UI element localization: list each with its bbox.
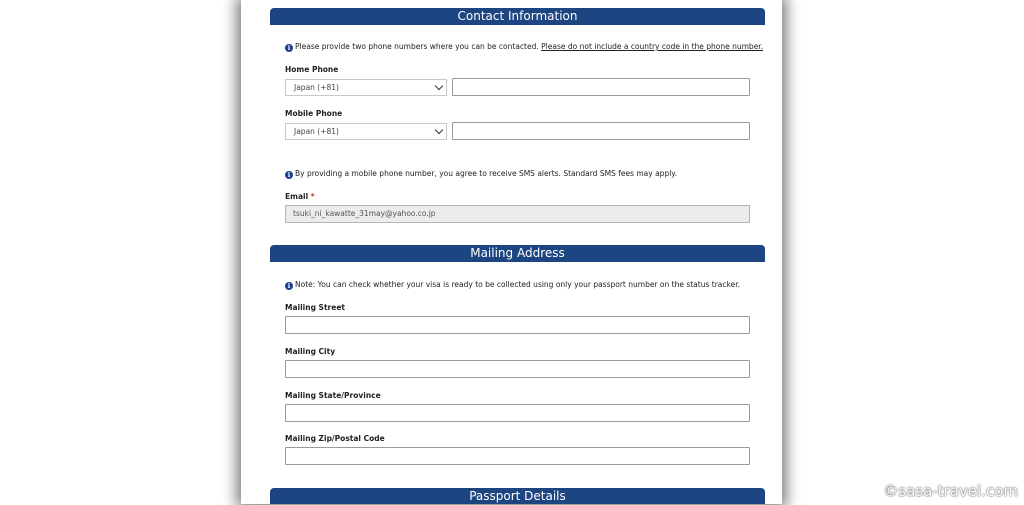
mailing-note bbox=[285, 280, 740, 290]
phone-note-emphasis: Please do not include a country code in the phone number. bbox=[541, 42, 764, 51]
mobile-phone-country-select[interactable] bbox=[285, 123, 447, 140]
home-phone-label: Home Phone bbox=[285, 65, 339, 74]
mailing-city-input[interactable] bbox=[285, 360, 750, 378]
home-phone-country-value: Japan (+81) bbox=[294, 83, 339, 92]
email-field[interactable]: tsuki_ni_kawatte_31may@yahoo.co.jp bbox=[285, 205, 750, 223]
mailing-street-label: Mailing Street bbox=[285, 303, 345, 312]
email-label bbox=[285, 192, 315, 202]
mailing-street-input[interactable] bbox=[285, 316, 750, 334]
sms-note bbox=[285, 169, 677, 179]
mailing-note-text: Note: You can check whether your visa is ready to be collected using only your passport number on the status tracker. bbox=[295, 280, 740, 289]
mailing-state-label: Mailing State/Province bbox=[285, 391, 381, 400]
chevron-down-icon bbox=[435, 126, 443, 134]
mailing-state-input[interactable] bbox=[285, 404, 750, 422]
sms-note-text: By providing a mobile phone number, you agree to receive SMS alerts. Standard SMS fees may apply. bbox=[295, 169, 678, 178]
info-icon: i bbox=[285, 44, 293, 52]
mailing-zip-input[interactable] bbox=[285, 447, 750, 465]
passport-details-header: Passport Details bbox=[270, 488, 765, 504]
mailing-city-label: Mailing City bbox=[285, 347, 336, 356]
phone-note-text: Please provide two phone numbers where you can be contacted. bbox=[295, 42, 539, 51]
contact-information-header: Contact Information bbox=[270, 8, 765, 25]
chevron-down-icon bbox=[435, 82, 443, 90]
info-icon: i bbox=[285, 282, 293, 290]
mailing-address-header: Mailing Address bbox=[270, 245, 765, 262]
mobile-phone-input[interactable] bbox=[452, 122, 750, 140]
email-label-text: Email bbox=[285, 192, 309, 201]
mailing-zip-label: Mailing Zip/Postal Code bbox=[285, 434, 385, 443]
mobile-phone-country-value: Japan (+81) bbox=[294, 127, 339, 136]
home-phone-input[interactable] bbox=[452, 78, 750, 96]
phone-note bbox=[285, 42, 763, 52]
mobile-phone-label: Mobile Phone bbox=[285, 109, 343, 118]
watermark-text: ©sasa-travel.com bbox=[883, 482, 1018, 500]
home-phone-country-select[interactable] bbox=[285, 79, 447, 96]
required-marker: * bbox=[310, 192, 315, 201]
info-icon: i bbox=[285, 171, 293, 179]
